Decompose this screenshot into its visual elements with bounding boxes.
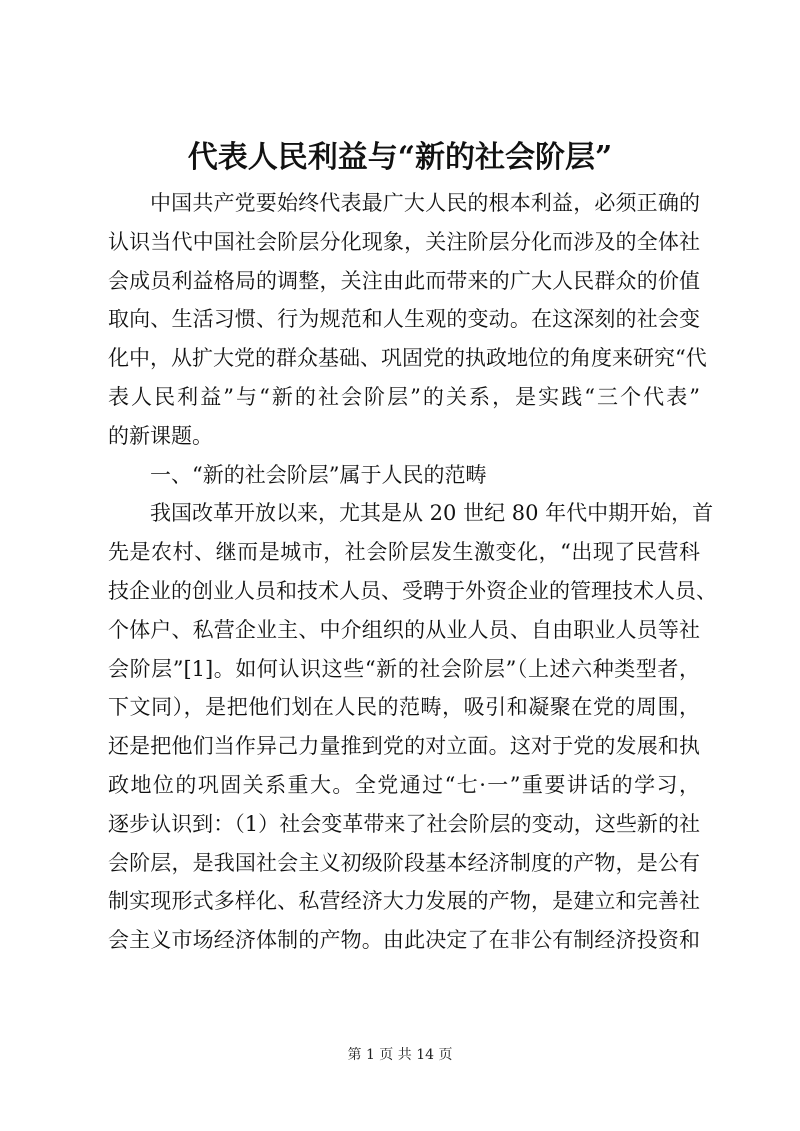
paragraph-line: 会阶层”[1]。如何认识这些“新的社会阶层”（上述六种类型者，: [108, 656, 700, 681]
paragraph-line: 中国共产党要始终代表最广大人民的根本利益，必须正确的: [150, 191, 700, 215]
paragraph-line: 会主义市场经济体制的产物。由此决定了在非公有制经济投资和: [108, 928, 700, 953]
paragraph-line: 个体户、私营企业主、中介组织的从业人员、自由职业人员等社: [108, 617, 700, 642]
paragraph-line: 表人民利益”与“新的社会阶层”的关系，是实践“三个代表”: [108, 384, 700, 409]
paragraph-line: 下文同），是把他们划在人民的范畴，吸引和凝聚在党的周围，: [108, 695, 700, 720]
paragraph-line: 会成员利益格局的调整，关注由此而带来的广大人民群众的价值: [108, 268, 700, 293]
paragraph-line: 技企业的创业人员和技术人员、受聘于外资企业的管理技术人员、: [108, 578, 717, 603]
paragraph-line: 化中，从扩大党的群众基础、巩固党的执政地位的角度来研究“代: [108, 346, 707, 371]
page-number-footer: 第 1 页 共 14 页: [347, 1047, 453, 1063]
document-title: 代表人民利益与“新的社会阶层”: [187, 140, 613, 175]
paragraph-line: 认识当代中国社会阶层分化现象，关注阶层分化而涉及的全体社: [108, 229, 700, 254]
paragraph-line: 的新课题。: [108, 423, 213, 448]
paragraph-line: 还是把他们当作异己力量推到党的对立面。这对于党的发展和执: [108, 734, 700, 759]
paragraph-line: 政地位的巩固关系重大。全党通过“七·一”重要讲话的学习，: [108, 772, 700, 797]
paragraph-line: 我国改革开放以来，尤其是从 20 世纪 80 年代中期开始，首: [150, 501, 714, 526]
paragraph-line: 先是农村、继而是城市，社会阶层发生激变化，“出现了民营科: [108, 540, 700, 565]
section-heading: 一、“新的社会阶层”属于人民的范畴: [150, 462, 487, 487]
paragraph-line: 会阶层，是我国社会主义初级阶段基本经济制度的产物，是公有: [108, 850, 700, 875]
paragraph-line: 制实现形式多样化、私营经济大力发展的产物，是建立和完善社: [108, 889, 700, 914]
document-body: [108, 184, 717, 960]
paragraph-line: 逐步认识到：（1）社会变革带来了社会阶层的变动，这些新的社: [108, 811, 700, 836]
paragraph-line: 取向、生活习惯、行为规范和人生观的变动。在这深刻的社会变: [108, 307, 700, 332]
